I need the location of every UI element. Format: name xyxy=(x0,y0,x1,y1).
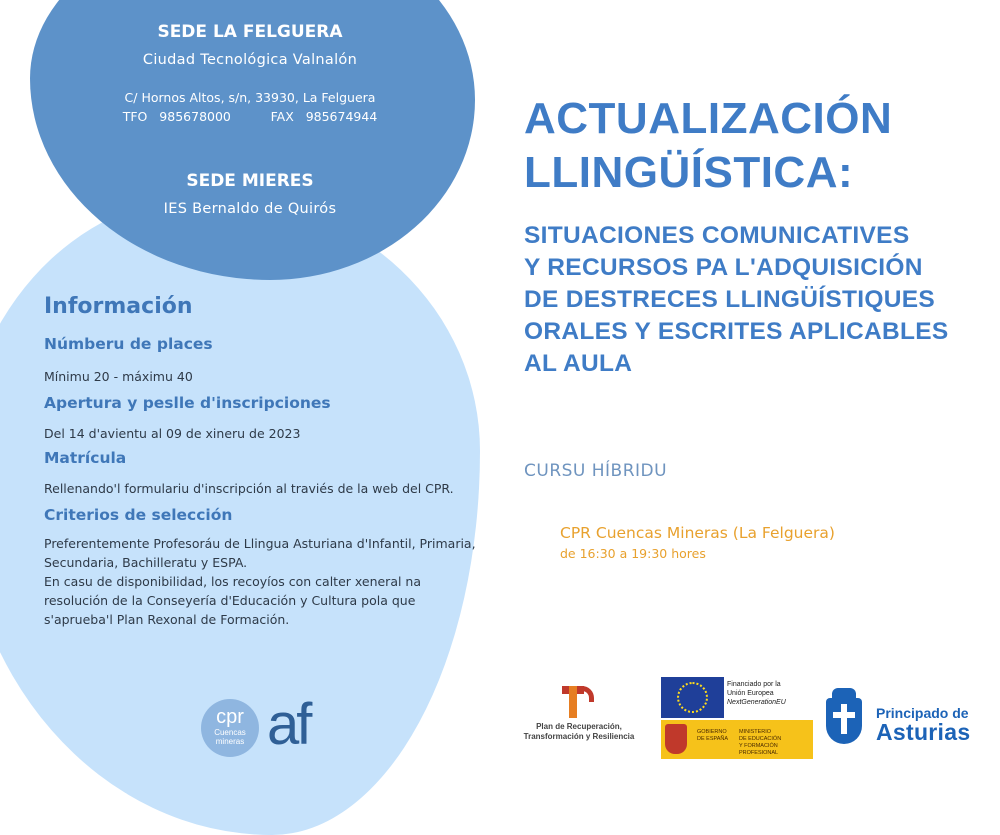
ministry-text-line: MINISTERIO xyxy=(739,729,772,735)
cpr-logo xyxy=(201,699,259,757)
cpr-logo-subtext: Cuencas xyxy=(214,728,246,737)
course-hours: de 16:30 a 19:30 hores xyxy=(560,546,706,561)
eu-flag-icon xyxy=(661,677,724,718)
crown-icon xyxy=(832,688,856,698)
prtr-logo-text: Plan de Recuperación, xyxy=(536,722,622,731)
info-heading: Información xyxy=(44,294,193,319)
course-title-block xyxy=(524,92,994,380)
eu-text-line: NextGenerationEU xyxy=(727,699,786,706)
spain-text-line: DE ESPAÑA xyxy=(697,736,729,742)
criteria-line: resolución de la Conseyería d'Educación y Cultura pola que xyxy=(44,593,416,608)
course-location-block xyxy=(560,524,835,561)
matricula-value: Rellenando'l formulariu d'inscripción al traviés de la web del CPR. xyxy=(44,481,454,496)
cpr-logo-subtext: mineras xyxy=(215,737,245,746)
criteria-label: Criterios de selección xyxy=(44,506,233,524)
eu-text-line: Unión Europea xyxy=(727,690,774,697)
course-mode: CURSU HÍBRIDU xyxy=(524,461,668,481)
criteria-line: Secundaria, Bachilleratu y ESPA. xyxy=(44,555,248,570)
matricula-label: Matrícula xyxy=(44,449,127,467)
eu-text-line: Financiado por la xyxy=(727,681,781,688)
course-location: CPR Cuencas Mineras (La Felguera) xyxy=(560,524,835,542)
asturias-text: Asturias xyxy=(876,719,971,745)
cross-bar xyxy=(833,712,855,718)
places-label: Númberu de places xyxy=(44,335,213,353)
cross-icon xyxy=(841,704,847,734)
criteria-line: s'aprueba'l Plan Rexonal de Formación. xyxy=(44,612,290,627)
sede-mieres-title: SEDE MIERES xyxy=(186,171,314,191)
course-subtitle-line: Y RECURSOS PA L'ADQUISICIÓN xyxy=(524,254,923,281)
ministry-text xyxy=(739,729,813,757)
sede-felguera-phones: TFO 985678000 FAX 985674944 xyxy=(122,109,378,124)
course-subtitle-line: DE DESTRECES LLINGÜÍSTIQUES xyxy=(524,286,936,313)
ministry-text-line: Y FORMACIÓN PROFESIONAL xyxy=(739,743,779,756)
criteria-line: Preferentemente Profesoráu de Llingua Asturiana d'Infantil, Primaria, xyxy=(44,536,476,551)
criteria-line: En casu de disponibilidad, los recoyíos con calter xeneral na xyxy=(44,574,422,589)
sede-mieres-subtitle: IES Bernaldo de Quirós xyxy=(163,201,337,217)
course-subtitle-line: ORALES Y ESCRITES APLICABLES xyxy=(524,318,949,345)
spain-shield-icon xyxy=(665,724,687,754)
sede-felguera-address: C/ Hornos Altos, s/n, 33930, La Felguera xyxy=(124,90,376,105)
sede-felguera xyxy=(105,22,395,126)
course-subtitle xyxy=(524,220,994,380)
eu-funding-text xyxy=(727,680,786,707)
places-value: Mínimu 20 - máximu 40 xyxy=(44,369,193,384)
prtr-mark-icon xyxy=(562,686,596,718)
prtr-logo-text: Transformación y Resiliencia xyxy=(523,732,635,741)
cpr-logo-text: cpr xyxy=(216,706,244,728)
spain-gov-text xyxy=(697,729,728,743)
asturias-text: Principado de xyxy=(876,705,969,721)
info-section xyxy=(44,294,484,629)
dates-value: Del 14 d'avientu al 09 de xineru de 2023 xyxy=(44,426,301,441)
dates-label: Apertura y peslle d'inscripciones xyxy=(44,394,331,412)
sede-felguera-title: SEDE LA FELGUERA xyxy=(157,22,343,42)
spain-text-line: GOBIERNO xyxy=(697,729,727,735)
course-title-line: LLINGÜÍSTICA: xyxy=(524,148,854,197)
course-subtitle-line: SITUACIONES COMUNICATIVES xyxy=(524,222,910,249)
eu-funding-logo xyxy=(661,677,813,759)
sede-felguera-subtitle: Ciudad Tecnológica Valnalón xyxy=(142,52,358,68)
prtr-logo xyxy=(518,686,640,742)
course-title-line: ACTUALIZACIÓN xyxy=(524,94,893,143)
ministry-text-line: DE EDUCACIÓN xyxy=(739,736,782,742)
spain-government-logo xyxy=(661,720,813,759)
course-subtitle-line: AL AULA xyxy=(524,350,633,377)
af-logo: af xyxy=(267,692,310,757)
sede-mieres xyxy=(105,171,395,217)
